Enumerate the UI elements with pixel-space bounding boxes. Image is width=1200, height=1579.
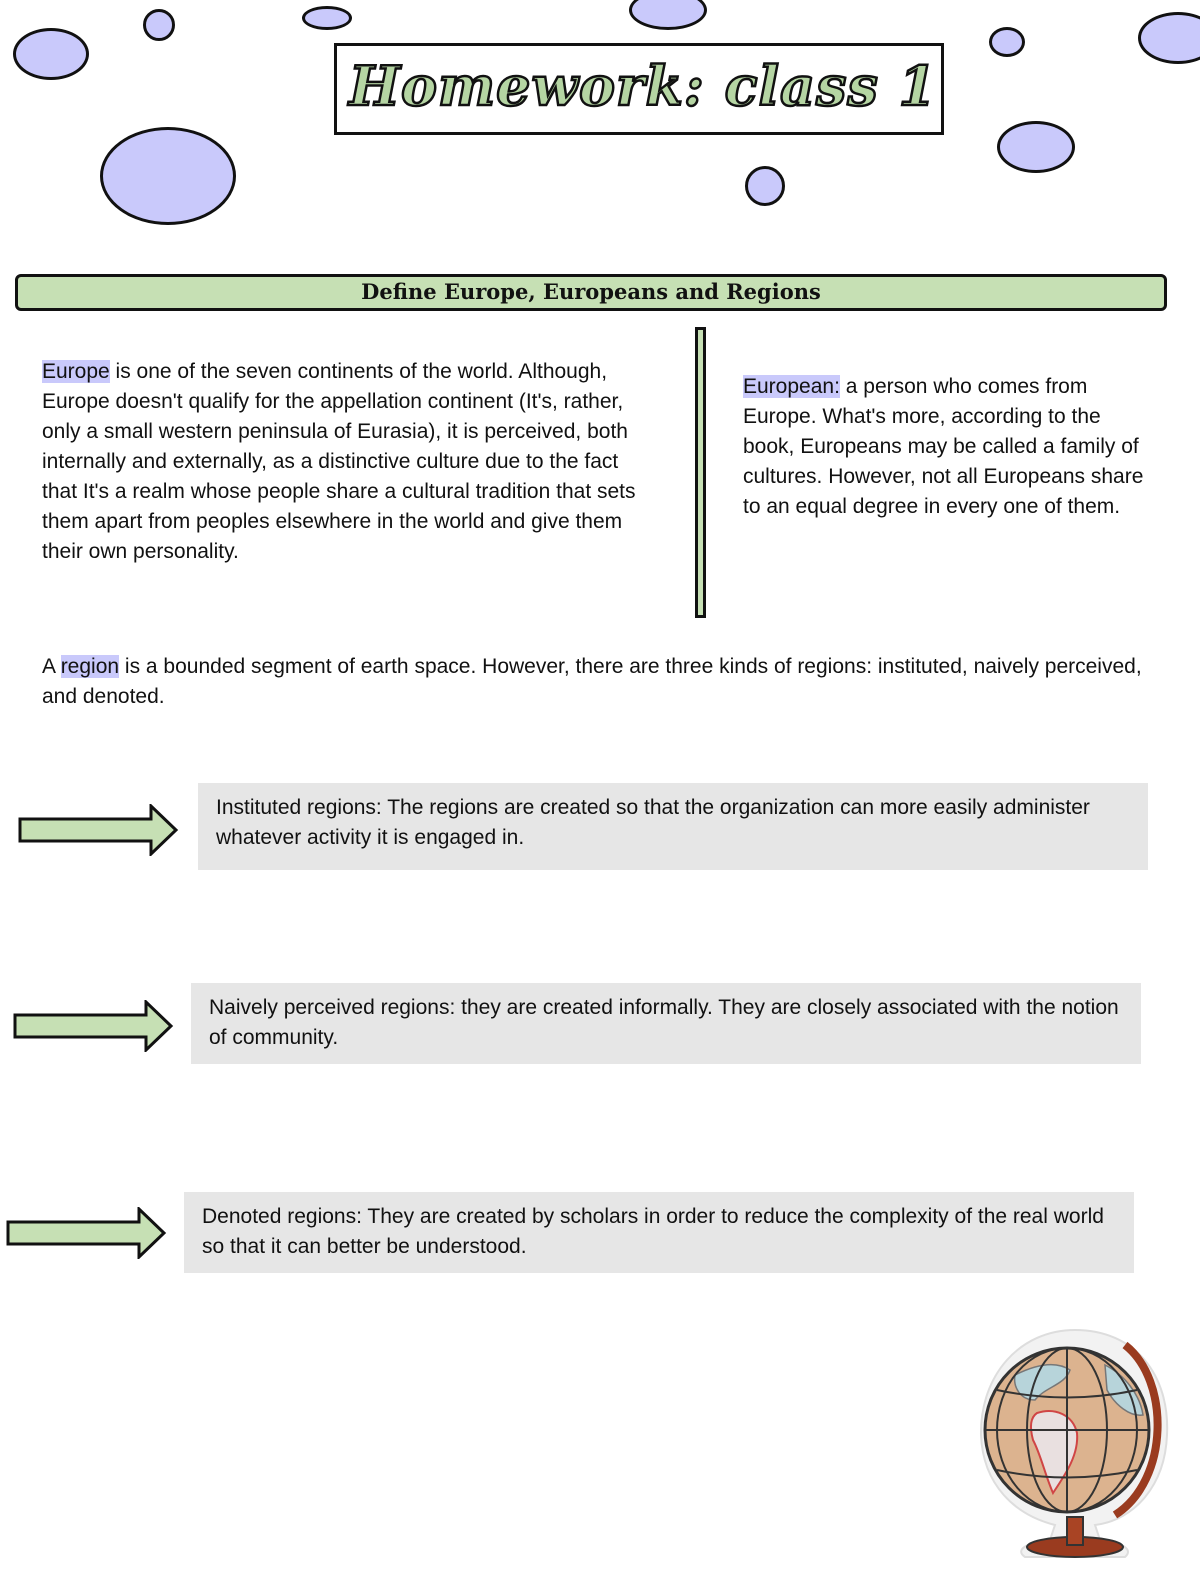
page-title: Homework: class 1 (349, 54, 938, 118)
decorative-bubble (100, 127, 236, 225)
instituted-regions-box: Instituted regions: The regions are created so that the organization can more easily administer whatever activity it is engaged in. (198, 783, 1148, 870)
decorative-bubble (13, 28, 89, 80)
decorative-bubble (629, 0, 707, 30)
title-box (334, 43, 944, 135)
naively-perceived-regions-box: Naively perceived regions: they are created informally. They are closely associated with the notion of community. (191, 983, 1141, 1064)
globe-icon (975, 1325, 1175, 1560)
european-definition-text: a person who comes from Europe. What's more, according to the book, Europeans may be called a family of cultures. However, not all Europeans share to an equal degree in every one of them. (743, 375, 1144, 518)
european-definition (743, 372, 1148, 522)
region-term: region (60, 655, 120, 678)
section-banner: Define Europe, Europeans and Regions (15, 274, 1167, 311)
decorative-bubble (302, 6, 352, 30)
arrow-right-icon (13, 1000, 175, 1052)
europe-definition (42, 357, 652, 567)
decorative-bubble (997, 121, 1075, 173)
decorative-bubble (1138, 12, 1200, 64)
decorative-bubble (989, 27, 1025, 57)
decorative-bubble (745, 166, 785, 206)
region-prefix: A (42, 655, 61, 678)
decorative-bubble (143, 9, 175, 41)
arrow-right-icon (18, 804, 180, 856)
region-definition-text: is a bounded segment of earth space. However, there are three kinds of regions: instituted, naively perceived, and denoted. (42, 655, 1142, 708)
europe-term: Europe (42, 360, 110, 383)
column-divider (695, 327, 706, 618)
denoted-regions-box: Denoted regions: They are created by scholars in order to reduce the complexity of the real world so that it can better be understood. (184, 1192, 1134, 1273)
arrow-right-icon (6, 1207, 168, 1259)
europe-definition-text: is one of the seven continents of the world. Although, Europe doesn't qualify for the appellation continent (It's, rather, only a small western peninsula of Eurasia), it is perceived, both internally and externally, as a distinctive culture due to the fact that It's a realm whose people share a cultural tradition that sets them apart from peoples elsewhere in the world and give them their own personality. (42, 360, 636, 563)
european-term: European: (743, 375, 840, 398)
region-definition (42, 652, 1152, 712)
